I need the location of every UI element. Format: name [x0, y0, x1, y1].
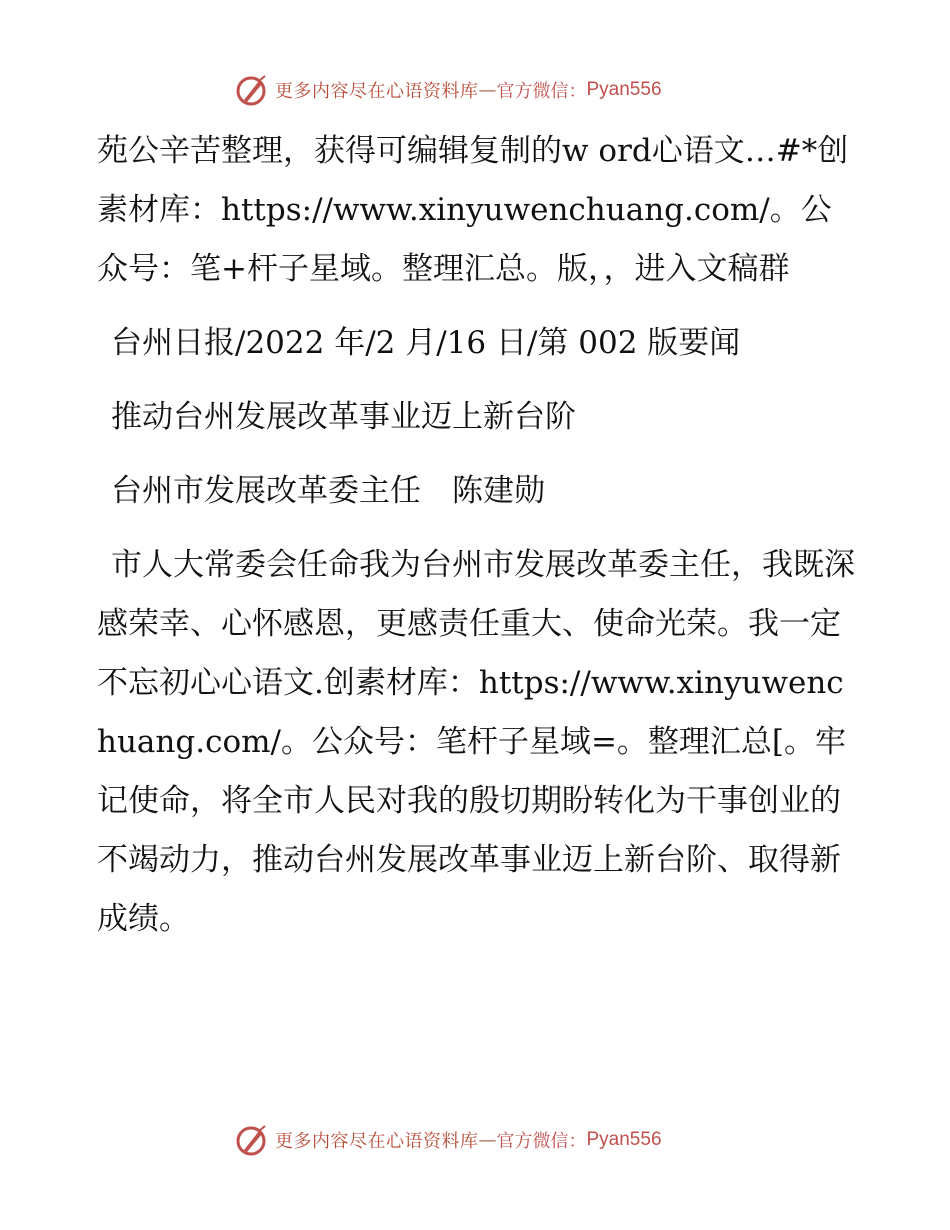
watermark-separator: — — [478, 79, 497, 101]
quill-logo-icon — [235, 1123, 269, 1157]
article-title: 推动台州发展改革事业迈上新台阶 — [111, 399, 576, 435]
wechat-label: 官方微信： — [496, 81, 587, 102]
watermark-separator: — — [478, 1129, 497, 1151]
wechat-id: Pyan556 — [586, 79, 662, 100]
wechat-id: Pyan556 — [586, 1129, 662, 1150]
wechat-label: 官方微信： — [496, 1131, 587, 1152]
footer-watermark-banner — [235, 1122, 662, 1158]
watermark-text: 更多内容尽在心语资料库 — [275, 81, 479, 102]
document-body — [97, 122, 857, 949]
watermark-text: 更多内容尽在心语资料库 — [275, 1131, 479, 1152]
header-watermark-banner — [235, 72, 662, 108]
article-body-paragraph: 市人大常委会任命我为台州市发展改革委主任，我既深感荣幸、心怀感恩，更感责任重大、使命光荣。我一定不忘初心心语文.创素材库：https://www.xinyuwenchuang.com/。公众号：笔杆子星域=。整理汇总[。牢记使命，将全市人民对我的殷切期盼转化为干事创业的不竭动力，推动台州发展改革事业迈上新台阶、取得新成绩。 — [97, 547, 855, 937]
quill-logo-icon — [235, 73, 269, 107]
intro-paragraph: 苑公辛苦整理，获得可编辑复制的w ord心语文…#*创素材库：https://www.xinyuwenchuang.com/。公众号：笔+杆子星域。整理汇总。版，，进入文稿群 — [97, 133, 849, 287]
article-author: 台州市发展改革委主任 陈建勋 — [111, 473, 545, 509]
source-line: 台州日报/2022 年/2 月/16 日/第 002 版要闻 — [111, 325, 741, 361]
